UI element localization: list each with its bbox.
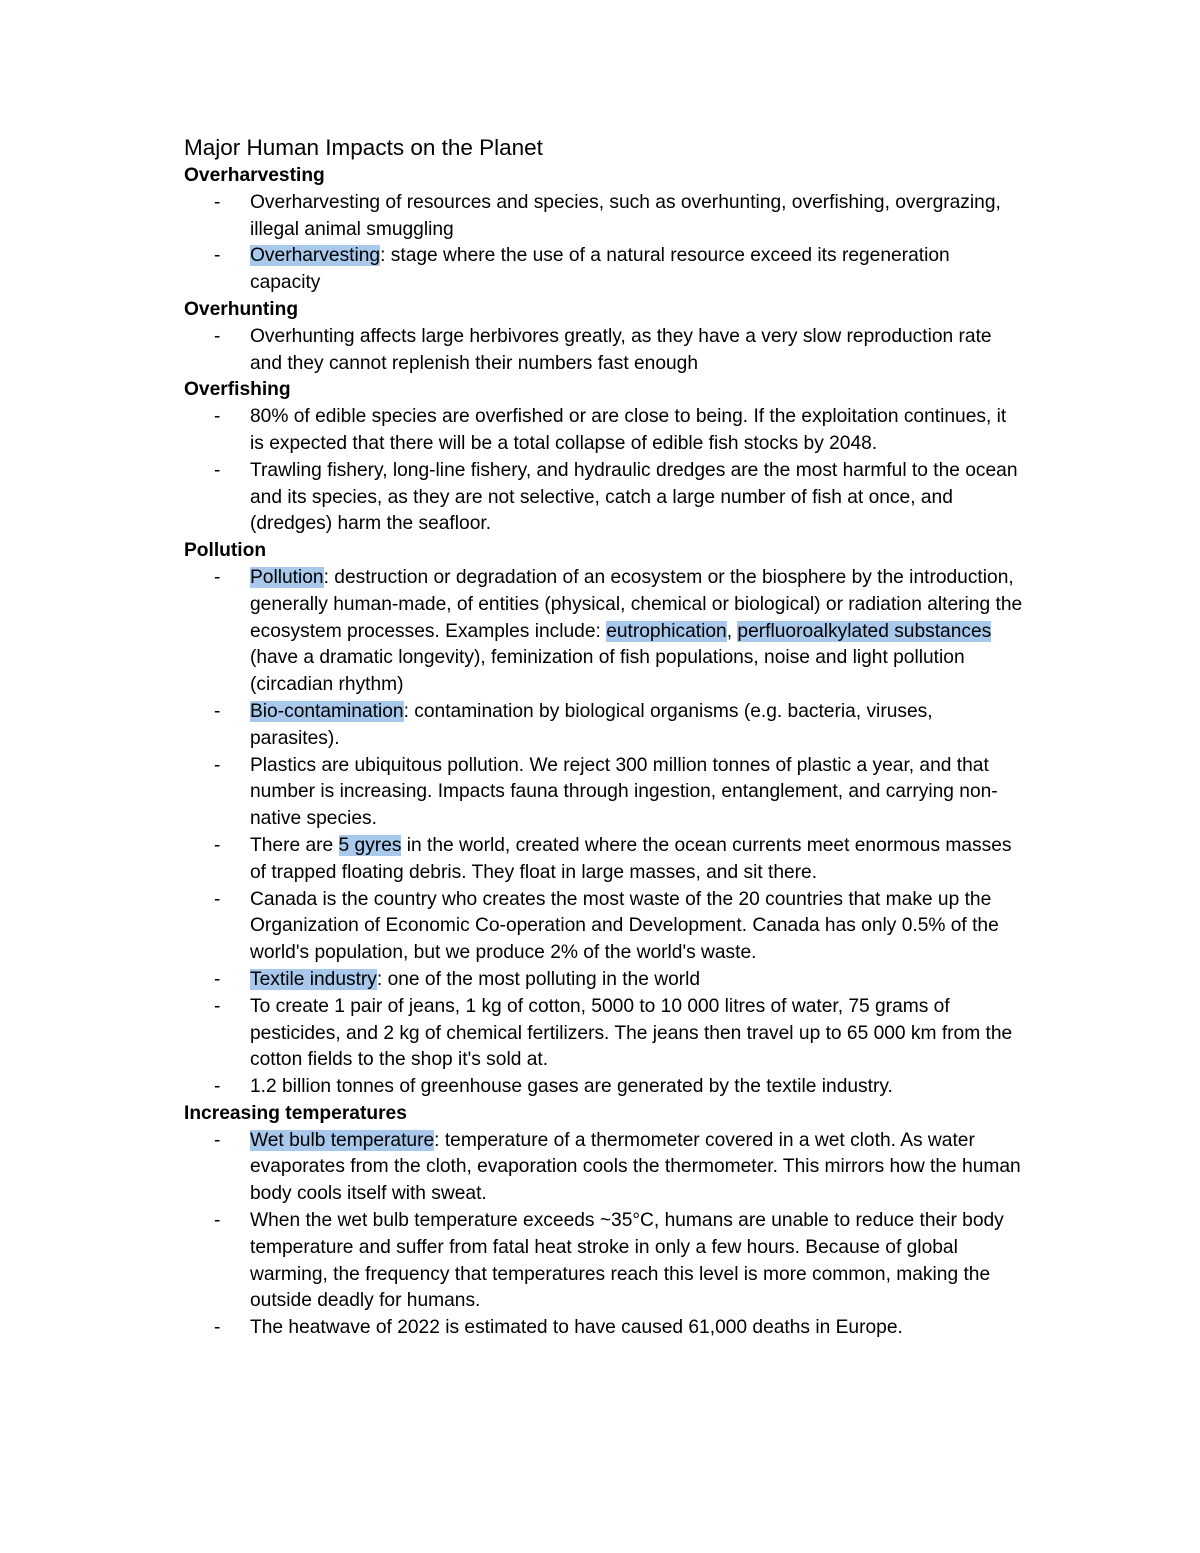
bullet-marker: -: [214, 995, 221, 1017]
highlighted-term: Wet bulb temperature: [250, 1129, 435, 1151]
section-heading: Overhunting: [184, 298, 299, 320]
text-run: : one of the most polluting in the world: [376, 968, 701, 990]
text-run: 1.2 billion tonnes of greenhouse gases are generated by the textile industry.: [250, 1076, 893, 1098]
text-run: Trawling fishery, long-line fishery, and hydraulic dredges are the most harmful to the ocean and its species, as they are not selective, catch a large number of fish at once, and (dredges) harm the seafloor.: [250, 459, 1018, 535]
document-title: Major Human Impacts on the Planet: [184, 135, 543, 160]
text-run: Overhunting affects large herbivores greatly, as they have a very slow reproduction rate and they cannot replenish their numbers fast enough: [250, 325, 992, 374]
list-item: [184, 565, 1024, 699]
list-item: [184, 1208, 1024, 1315]
highlighted-term: Bio-contamination: [250, 700, 404, 722]
text-run: : temperature of a thermometer covered in a wet cloth. As water evaporates from the cloth, evaporation cools the thermometer. This mirrors how the human body cools itself with sweat.: [250, 1129, 1021, 1205]
bullet-marker: -: [214, 888, 221, 910]
list-item: [184, 994, 1024, 1074]
highlighted-term: perfluoroalkylated substances: [737, 620, 992, 642]
list-item: [184, 404, 1024, 458]
bullet-marker: -: [214, 325, 221, 347]
bullet-marker: -: [214, 700, 221, 722]
bullet-marker: -: [214, 406, 221, 428]
list-item: [184, 699, 1024, 753]
text-run: 80% of edible species are overfished or are close to being. If the exploitation continues, it is expected that there will be a total collapse of edible fish stocks by 2048.: [250, 406, 1007, 454]
text-run: The heatwave of 2022 is estimated to have caused 61,000 deaths in Europe.: [250, 1317, 903, 1339]
document-body: [184, 133, 1024, 1342]
bullet-list: [184, 404, 1024, 538]
bullet-marker: -: [214, 459, 221, 481]
bullet-marker: -: [214, 1076, 221, 1098]
bullet-marker: -: [214, 245, 221, 267]
list-item: [184, 1128, 1024, 1208]
list-item: [184, 458, 1024, 538]
text-run: in the world, created where the ocean currents meet enormous masses of trapped floating debris. They float in large masses, and sit there.: [250, 834, 1012, 883]
list-item: [184, 243, 1024, 297]
text-run: Overharvesting of resources and species, such as overhunting, overfishing, overgrazing, illegal animal smuggling: [250, 191, 1001, 240]
text-run: (have a dramatic longevity), feminization of fish populations, noise and light pollution (circadian rhythm): [250, 647, 965, 696]
bullet-marker: -: [214, 566, 221, 588]
bullet-marker: -: [214, 1129, 221, 1151]
list-item: [184, 967, 1024, 994]
text-run: Plastics are ubiquitous pollution. We reject 300 million tonnes of plastic a year, and that number is increasing. Impacts fauna through ingestion, entanglement, and carrying non-native species.: [250, 754, 998, 830]
highlighted-term: Overharvesting: [250, 245, 381, 267]
text-run: When the wet bulb temperature exceeds ~35°C, humans are unable to reduce their body temperature and suffer from fatal heat stroke in only a few hours. Because of global warming, the frequency that temperatures reach this level is more common, making the outside deadly for humans.: [250, 1210, 1004, 1312]
highlighted-term: 5 gyres: [338, 834, 402, 856]
section-heading: Pollution: [184, 540, 267, 562]
bullet-list: [184, 190, 1024, 297]
bullet-marker: -: [214, 191, 221, 213]
text-run: To create 1 pair of jeans, 1 kg of cotton, 5000 to 10 000 litres of water, 75 grams of pesticides, and 2 kg of chemical fertilizers. The jeans then travel up to 65 000 km from the cotton fields to the shop it's sold at.: [250, 995, 1013, 1071]
section-heading: Increasing temperatures: [184, 1102, 407, 1124]
list-item: [184, 887, 1024, 967]
bullet-marker: -: [214, 1317, 221, 1339]
bullet-marker: -: [214, 834, 221, 856]
bullet-list: [184, 1128, 1024, 1342]
list-item: [184, 833, 1024, 887]
list-item: [184, 324, 1024, 378]
bullet-list: [184, 324, 1024, 378]
text-run: : contamination by biological organisms (e.g. bacteria, viruses, parasites).: [250, 700, 933, 749]
text-run: There are: [250, 834, 339, 856]
list-item: [184, 1315, 1024, 1342]
text-run: : destruction or degradation of an ecosystem or the biosphere by the introduction, generally human-made, of entities (physical, chemical or biological) or radiation altering the ecosystem processes. Examples include:: [250, 566, 1023, 642]
bullet-marker: -: [214, 968, 221, 990]
highlighted-term: eutrophication: [606, 620, 727, 642]
highlighted-term: Pollution: [250, 566, 324, 588]
bullet-marker: -: [214, 754, 221, 776]
text-run: : stage where the use of a natural resource exceed its regeneration capacity: [250, 245, 950, 294]
section-heading: Overfishing: [184, 379, 291, 401]
section-heading: Overharvesting: [184, 165, 325, 186]
text-run: ,: [726, 620, 738, 642]
list-item: [184, 753, 1024, 833]
text-run: Canada is the country who creates the most waste of the 20 countries that make up the Organization of Economic Co-operation and Development. Canada has only 0.5% of the world's population, but we produce 2% of the world's waste.: [250, 888, 999, 964]
bullet-list: [184, 565, 1024, 1101]
list-item: [184, 1074, 1024, 1101]
list-item: [184, 190, 1024, 244]
bullet-marker: -: [214, 1210, 221, 1232]
sections-container: [184, 163, 1024, 1342]
highlighted-term: Textile industry: [250, 968, 377, 990]
